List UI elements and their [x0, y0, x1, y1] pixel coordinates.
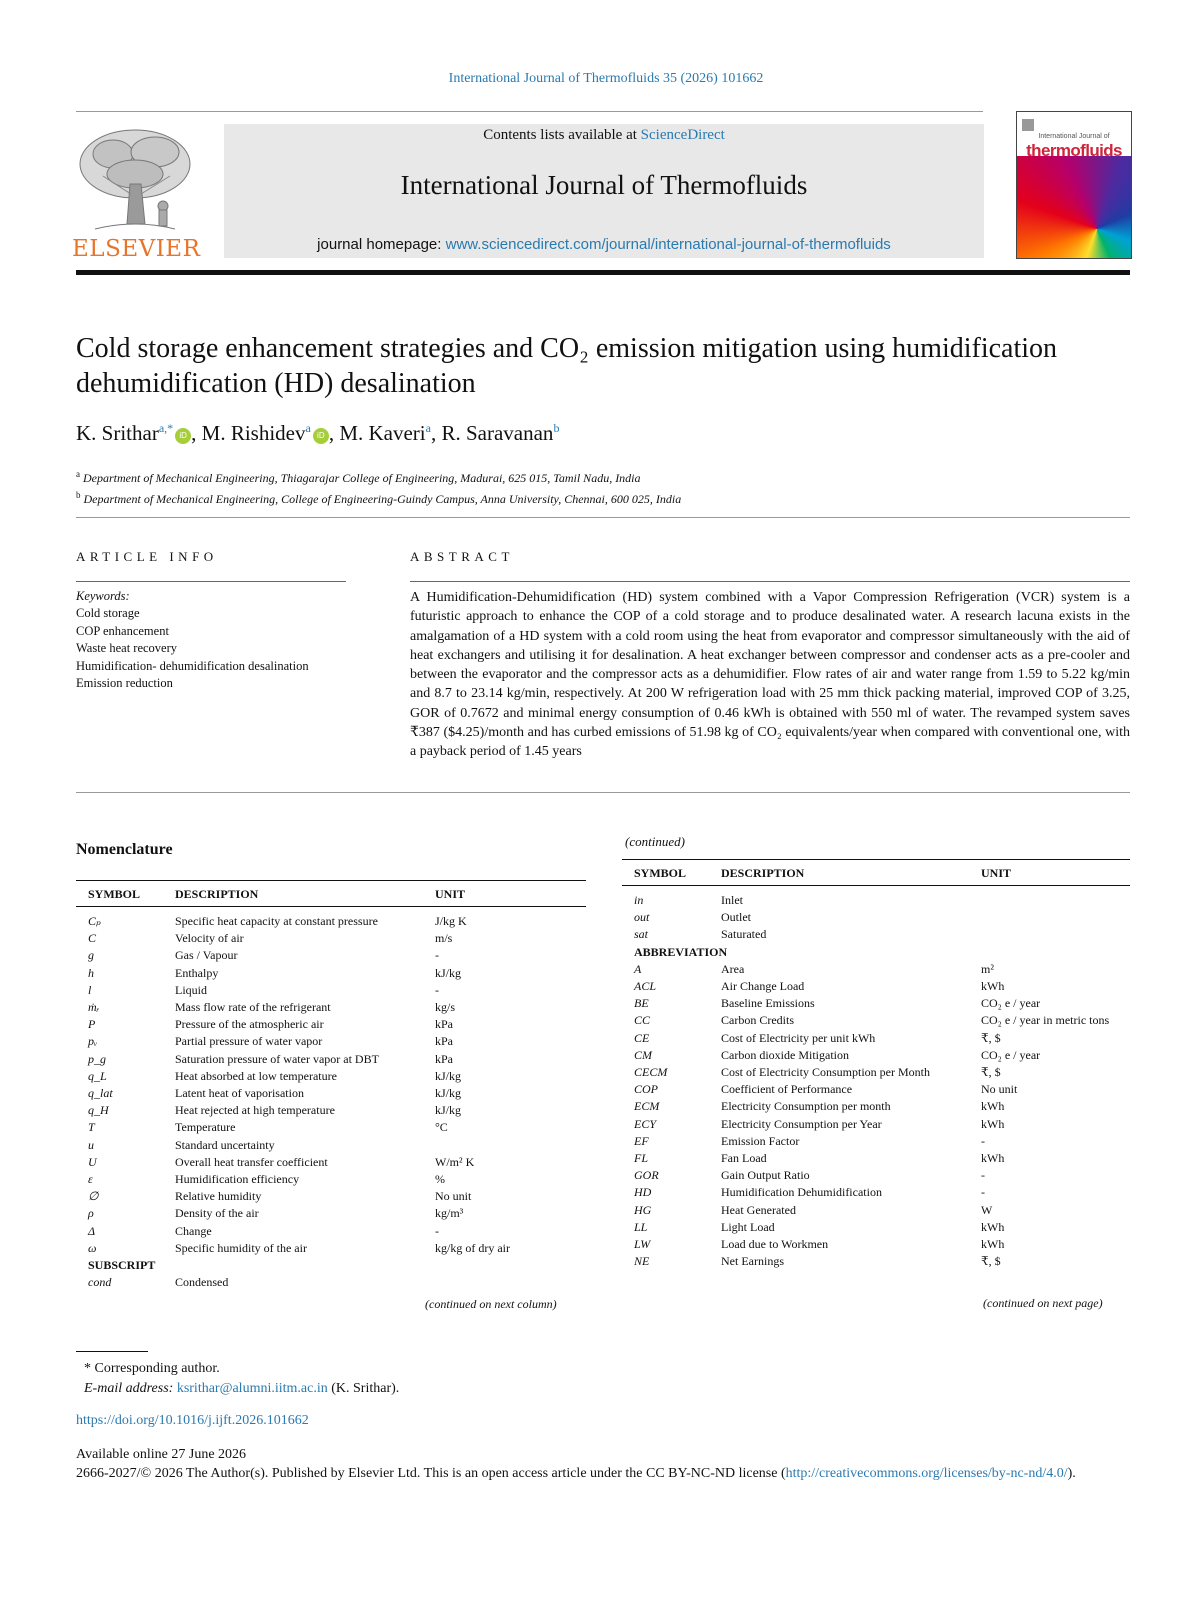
table-row: [76, 1188, 586, 1205]
unit-cell: %: [435, 1172, 445, 1187]
table-row: [76, 982, 586, 999]
table-row: [76, 1274, 586, 1291]
keyword-item: Emission reduction: [76, 676, 173, 691]
journal-masthead: [224, 124, 984, 258]
symbol-cell: CC: [634, 1013, 651, 1028]
table-row: [622, 1184, 1130, 1201]
description-cell: Temperature: [175, 1120, 236, 1135]
symbol-cell: U: [88, 1154, 97, 1169]
table-row: [76, 1171, 586, 1188]
description-cell: Heat absorbed at low temperature: [175, 1068, 337, 1083]
cover-title: thermofluids: [1026, 141, 1122, 160]
symbol-cell: in: [634, 893, 644, 907]
contents-prefix: Contents lists available at: [483, 127, 637, 143]
description-cell: Cost of Electricity per unit kWh: [721, 1030, 876, 1045]
homepage-line: [224, 236, 984, 253]
author-affiliation-mark[interactable]: b: [553, 421, 560, 435]
symbol-cell: CM: [634, 1047, 652, 1062]
continued-next-page: (continued on next page): [983, 1296, 1103, 1310]
unit-cell: [981, 926, 1130, 943]
table-row: [622, 1167, 1130, 1184]
symbol-cell: NE: [634, 1254, 650, 1269]
table-row: [76, 1223, 586, 1240]
table-row: [622, 1116, 1130, 1133]
unit-cell: ₹, $: [981, 1065, 1001, 1080]
unit-cell: kWh: [981, 979, 1005, 994]
unit-cell: [435, 1274, 586, 1291]
symbol-cell: LL: [634, 1219, 648, 1234]
description-cell: Change: [175, 1223, 212, 1238]
abstract-bottom-rule: [76, 792, 1130, 793]
section-label: ABBREVIATION: [634, 944, 728, 959]
unit-cell: No unit: [981, 1082, 1018, 1097]
description-cell: Light Load: [721, 1219, 775, 1234]
symbol-cell: FL: [634, 1151, 649, 1166]
homepage-link[interactable]: www.sciencedirect.com/journal/international-journal-of-thermofluids: [445, 236, 891, 253]
description-cell: Air Change Load: [721, 979, 805, 994]
description-cell: Fan Load: [721, 1151, 767, 1166]
license-prefix: 2666-2027/© 2026 The Author(s). Published by Elsevier Ltd. This is an open access article under the CC BY-NC-ND license (: [76, 1466, 786, 1481]
unit-cell: [981, 892, 1130, 909]
symbol-cell: q_H: [88, 1103, 109, 1118]
table-row: [622, 1253, 1130, 1270]
description-cell: Coefficient of Performance: [721, 1082, 853, 1097]
table-row: [76, 1085, 586, 1102]
keywords-block: [76, 588, 366, 692]
unit-cell: ₹, $: [981, 1030, 1001, 1045]
table-row: [622, 1047, 1130, 1064]
keyword-item: Humidification- dehumidification desalination: [76, 658, 309, 673]
affiliation-text: Department of Mechanical Engineering, College of Engineering-Guindy Campus, Anna University, Chennai, 600 025, India: [83, 492, 682, 506]
table-row: [76, 1119, 586, 1136]
section-divider: [76, 517, 1130, 518]
unit-cell: CO₂ e / year in metric tons: [981, 1013, 1110, 1028]
author-name[interactable]: R. Saravanan: [441, 421, 554, 445]
contents-line: [224, 127, 984, 144]
description-cell: Humidification Dehumidification: [721, 1185, 882, 1200]
article-title: Cold storage enhancement strategies and CO₂ emission mitigation using humidification dehumidification (HD) desalination: [76, 333, 1058, 399]
symbol-cell: HG: [634, 1202, 652, 1217]
table-row: [622, 909, 1130, 926]
author-name[interactable]: M. Rishidev: [201, 421, 306, 445]
symbol-cell: C: [88, 931, 97, 946]
description-cell: Specific heat capacity at constant pressure: [175, 914, 378, 928]
unit-cell: m/s: [435, 931, 453, 946]
email-owner: (K. Srithar).: [331, 1381, 400, 1396]
description-cell: Gain Output Ratio: [721, 1168, 810, 1183]
symbol-cell: CECM: [634, 1065, 668, 1080]
symbol-cell: P: [88, 1017, 96, 1032]
symbol-cell: q_L: [88, 1068, 107, 1083]
description-cell: Electricity Consumption per month: [721, 1099, 891, 1114]
journal-cover-image[interactable]: [1016, 111, 1132, 259]
description-cell: Net Earnings: [721, 1254, 784, 1269]
table-row: [76, 930, 586, 947]
description-cell: Carbon dioxide Mitigation: [721, 1047, 849, 1062]
description-cell: Humidification efficiency: [175, 1172, 300, 1187]
unit-cell: [981, 909, 1130, 926]
description-cell: Velocity of air: [175, 931, 244, 946]
description-cell: Density of the air: [175, 1206, 259, 1221]
symbol-cell: GOR: [634, 1168, 659, 1183]
abstract-text: A Humidification-Dehumidification (HD) system combined with a Vapor Compression Refrigeration (VCR) system is a futuristic approach to enhance the COP of a cold storage and to produce desalinated water. A research lacuna exists in the amalgamation of a HD system with a cold room using the heat from evaporator and compressor simultaneously with the aid of heat exchangers and utilising it for desalination. A heat exchanger between compressor and condenser acts as a pre-cooler and between the evaporator and the compressor acts as a dehumidifier. Flow rates of air and water range from 1.59 to 5.22 kg/min and 8.7 to 23.14 kg/min, respectively. At 200 W refrigeration load with 25 mm thick packing material, improved COP of 3.25, GOR of 0.7672 and minimal energy consumption of 0.46 kWh is obtained with 550 ml of water. The revamped system saves ₹387 ($4.25)/month and has curbed emissions of 51.98 kg of CO₂ equivalents/year when compared with conventional one, with a payback period of 1.45 years: [410, 590, 1130, 760]
unit-cell: -: [435, 982, 439, 997]
table-row: [76, 913, 586, 930]
symbol-cell: ACL: [634, 979, 657, 994]
elsevier-tree-icon: [75, 124, 195, 234]
author-affiliation-mark[interactable]: a,*: [158, 421, 174, 435]
description-cell: Outlet: [721, 910, 751, 925]
description-cell: Gas / Vapour: [175, 948, 238, 963]
symbol-cell: COP: [634, 1082, 658, 1097]
column-header: SYMBOL: [622, 860, 721, 886]
table-row: [622, 1150, 1130, 1167]
symbol-cell: sat: [634, 927, 649, 942]
unit-cell: CO₂ e / year: [981, 1047, 1041, 1062]
unit-cell: °C: [435, 1120, 448, 1135]
section-label: SUBSCRIPT: [88, 1258, 156, 1273]
unit-cell: ₹, $: [981, 1254, 1001, 1269]
cover-badge-icon: [1022, 119, 1034, 131]
table-row: [622, 1081, 1130, 1098]
table-row: [76, 1240, 586, 1257]
table-body: [622, 886, 1130, 1271]
table-row: [76, 947, 586, 964]
symbol-cell: ε: [88, 1172, 93, 1187]
affiliation-mark: a: [76, 469, 80, 479]
symbol-cell: u: [88, 1137, 94, 1152]
unit-cell: -: [435, 1223, 439, 1238]
sciencedirect-link[interactable]: ScienceDirect: [640, 127, 725, 143]
symbol-cell: Cₚ: [88, 914, 101, 928]
table-row: [76, 965, 586, 982]
keywords-label: Keywords:: [76, 589, 130, 603]
description-cell: Condensed: [175, 1275, 229, 1290]
unit-cell: No unit: [435, 1189, 472, 1204]
license-statement: [76, 1464, 1130, 1484]
header-divider: [76, 111, 983, 112]
unit-cell: kJ/kg: [435, 1068, 462, 1083]
symbol-cell: out: [634, 910, 650, 925]
column-header: SYMBOL: [76, 881, 175, 907]
description-cell: Inlet: [721, 893, 743, 907]
email-line: [84, 1379, 399, 1399]
symbol-cell: T: [88, 1120, 95, 1135]
description-cell: Liquid: [175, 982, 207, 997]
keyword-item: Waste heat recovery: [76, 641, 178, 656]
description-cell: Baseline Emissions: [721, 996, 815, 1011]
column-header: DESCRIPTION: [175, 881, 435, 907]
description-cell: Overall heat transfer coefficient: [175, 1154, 328, 1169]
description-cell: Emission Factor: [721, 1133, 800, 1148]
table-row: [622, 1202, 1130, 1219]
header-thick-rule: [76, 270, 1130, 275]
unit-cell: -: [981, 1133, 985, 1148]
symbol-cell: EF: [634, 1133, 649, 1148]
unit-cell: kWh: [981, 1151, 1005, 1166]
section-row: [76, 1257, 586, 1274]
unit-cell: -: [981, 1168, 985, 1183]
table-row: [76, 999, 586, 1016]
table-row: [76, 1102, 586, 1119]
unit-cell: -: [981, 1185, 985, 1200]
symbol-cell: q_lat: [88, 1086, 113, 1101]
symbol-cell: ω: [88, 1240, 97, 1255]
license-link[interactable]: http://creativecommons.org/licenses/by-nc-nd/4.0/: [785, 1466, 1068, 1481]
affiliation-mark: b: [76, 490, 81, 500]
description-cell: Enthalpy: [175, 965, 219, 980]
table-row: [76, 1154, 586, 1171]
author-list: K. Srithar$^{a,*}$iD , M. Rishidev$^a$iD , M. Kaveri$^a$, R. Saravanan$^b$: [76, 421, 560, 445]
description-cell: Specific humidity of the air: [175, 1240, 307, 1255]
table-row: [622, 926, 1130, 943]
table-row: [76, 1051, 586, 1068]
corresponding-text: Corresponding author.: [94, 1361, 220, 1376]
license-suffix: ).: [1067, 1466, 1076, 1481]
description-cell: Relative humidity: [175, 1189, 262, 1204]
description-cell: Carbon Credits: [721, 1013, 794, 1028]
symbol-cell: h: [88, 965, 94, 980]
column-header: UNIT: [435, 881, 586, 907]
unit-cell: kPa: [435, 1034, 453, 1049]
table-row: [622, 1219, 1130, 1236]
table-row: [622, 1098, 1130, 1115]
continued-label: (continued): [625, 834, 685, 849]
keyword-item: Cold storage: [76, 606, 140, 621]
table-row: [622, 1133, 1130, 1150]
keyword-item: COP enhancement: [76, 623, 169, 638]
table-header-row: [76, 881, 586, 907]
nomenclature-table-right: [622, 859, 1130, 1270]
description-cell: Heat rejected at high temperature: [175, 1103, 335, 1118]
unit-cell: kWh: [981, 1099, 1005, 1114]
article-info-heading: ARTICLE INFO: [76, 549, 218, 564]
unit-cell: kJ/kg: [435, 965, 462, 980]
elsevier-logo: [72, 124, 201, 262]
footnote: [84, 1359, 399, 1399]
symbol-cell: LW: [634, 1237, 651, 1252]
description-cell: Saturated: [721, 927, 767, 942]
symbol-cell: ṁᵣ: [88, 1000, 100, 1015]
symbol-cell: A: [634, 961, 642, 976]
unit-cell: kJ/kg: [435, 1086, 462, 1101]
email-link[interactable]: ksrithar@alumni.iitm.ac.in: [176, 1381, 328, 1396]
orcid-icon[interactable]: iD: [175, 428, 191, 444]
unit-cell: W/m² K: [435, 1154, 475, 1169]
affiliation-item: [76, 487, 1136, 508]
description-cell: Partial pressure of water vapor: [175, 1034, 323, 1049]
description-cell: Pressure of the atmospheric air: [175, 1017, 324, 1032]
homepage-prefix: journal homepage:: [317, 236, 442, 253]
corresponding-note: * Corresponding author.: [84, 1361, 220, 1376]
description-cell: Mass flow rate of the refrigerant: [175, 1000, 331, 1015]
author-name[interactable]: M. Kaveri: [339, 421, 426, 445]
column-header: DESCRIPTION: [721, 860, 981, 886]
table-row: [622, 1012, 1130, 1029]
unit-cell: -: [435, 948, 439, 963]
symbol-cell: ECM: [634, 1099, 660, 1114]
table-row: [622, 961, 1130, 978]
symbol-cell: p_g: [88, 1051, 106, 1066]
description-cell: Area: [721, 961, 745, 976]
unit-cell: m²: [981, 961, 994, 976]
journal-reference[interactable]: International Journal of Thermofluids 35 (2026) 101662: [448, 71, 764, 86]
description-cell: Saturation pressure of water vapor at DBT: [175, 1051, 379, 1066]
symbol-cell: CE: [634, 1030, 650, 1045]
symbol-cell: g: [88, 948, 94, 963]
orcid-icon[interactable]: iD: [313, 428, 329, 444]
doi-link[interactable]: https://doi.org/10.1016/j.ijft.2026.101662: [76, 1413, 309, 1428]
symbol-cell: BE: [634, 996, 649, 1011]
nomenclature-heading: Nomenclature: [76, 841, 173, 858]
table-body: [76, 907, 586, 1292]
description-cell: Load due to Workmen: [721, 1237, 829, 1252]
unit-cell: kg/kg of dry air: [435, 1240, 510, 1255]
description-cell: Standard uncertainty: [175, 1137, 275, 1152]
table-row: [76, 1137, 586, 1154]
unit-cell: kWh: [981, 1116, 1005, 1131]
abstract-rule: [410, 581, 1130, 582]
nomenclature-table-left: [76, 880, 586, 1291]
table-row: [76, 1016, 586, 1033]
table-row: [622, 978, 1130, 995]
cover-subtitle: International Journal of: [1038, 133, 1110, 140]
description-cell: Heat Generated: [721, 1202, 796, 1217]
symbol-cell: ρ: [88, 1206, 94, 1221]
author-name[interactable]: K. Srithar: [76, 421, 159, 445]
unit-cell: kJ/kg: [435, 1103, 462, 1118]
table-row: [622, 1236, 1130, 1253]
affiliation-text: Department of Mechanical Engineering, Thiagarajar College of Engineering, Madurai, 625 015, Tamil Nadu, India: [83, 471, 641, 485]
table-header-row: [622, 860, 1130, 886]
unit-cell: CO₂ e / year: [981, 996, 1041, 1011]
section-row: [622, 944, 1130, 961]
table-row: [76, 1205, 586, 1222]
table-row: [622, 995, 1130, 1012]
description-cell: Electricity Consumption per Year: [721, 1116, 882, 1131]
unit-cell: kWh: [981, 1219, 1005, 1234]
author-affiliation-mark[interactable]: a: [305, 421, 311, 435]
symbol-cell: l: [88, 982, 92, 997]
table-row: [622, 1064, 1130, 1081]
abstract-heading: ABSTRACT: [410, 549, 514, 564]
description-cell: Cost of Electricity Consumption per Month: [721, 1065, 930, 1080]
available-online: Available online 27 June 2026: [76, 1447, 247, 1462]
affiliation-item: [76, 466, 1136, 487]
description-cell: Latent heat of vaporisation: [175, 1086, 304, 1101]
elsevier-wordmark: ELSEVIER: [72, 236, 201, 262]
unit-cell: W: [981, 1202, 993, 1217]
column-header: UNIT: [981, 860, 1130, 886]
email-label: E-mail address:: [84, 1381, 174, 1396]
article-info-rule: [76, 581, 346, 582]
symbol-cell: ECY: [634, 1116, 657, 1131]
unit-cell: kg/m³: [435, 1206, 464, 1221]
unit-cell: kg/s: [435, 1000, 456, 1015]
affiliations: [76, 466, 1136, 508]
unit-cell: kPa: [435, 1051, 453, 1066]
footnote-rule: [76, 1351, 148, 1352]
continued-next-column: (continued on next column): [425, 1297, 557, 1311]
unit-cell: [435, 1137, 586, 1154]
author-affiliation-mark[interactable]: a: [425, 421, 431, 435]
table-row: [622, 1030, 1130, 1047]
table-row: [76, 1033, 586, 1050]
symbol-cell: pᵥ: [88, 1034, 98, 1049]
symbol-cell: Δ: [88, 1223, 96, 1238]
table-row: [76, 1068, 586, 1085]
unit-cell: kWh: [981, 1237, 1005, 1252]
unit-cell: kPa: [435, 1017, 453, 1032]
journal-title: International Journal of Thermofluids: [400, 170, 808, 200]
symbol-cell: HD: [634, 1185, 652, 1200]
table-row: [622, 892, 1130, 909]
symbol-cell: cond: [88, 1275, 112, 1290]
symbol-cell: ∅: [88, 1189, 99, 1204]
unit-cell: J/kg K: [435, 914, 467, 928]
